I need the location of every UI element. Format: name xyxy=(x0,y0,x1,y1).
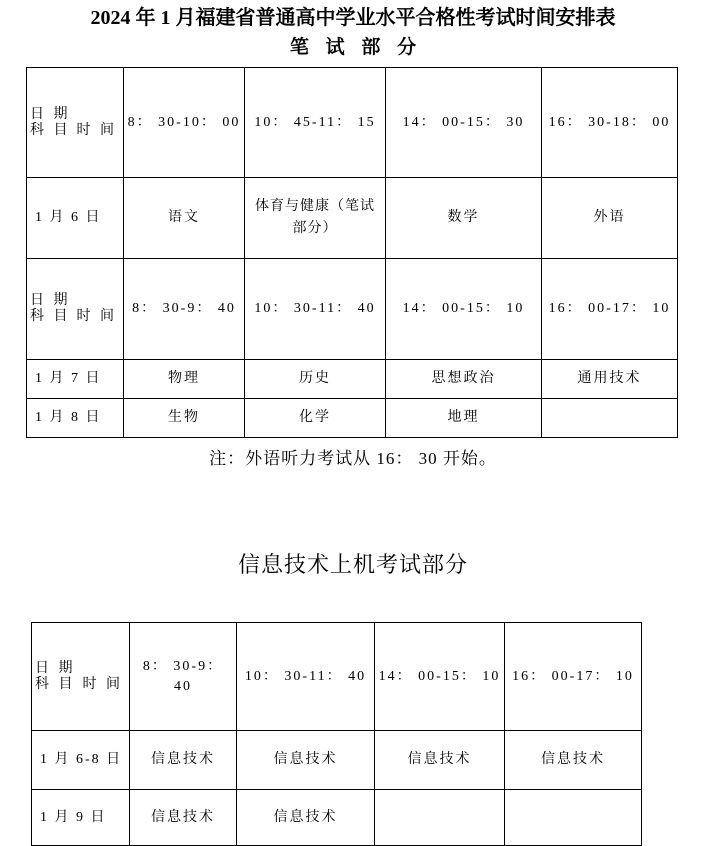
table-row xyxy=(32,731,642,790)
date-cell: 1 月 6-8 日 xyxy=(32,731,130,790)
corner-label-time: 时 间 xyxy=(76,309,117,324)
subject-cell: 化学 xyxy=(245,399,386,438)
date-cell: 1 月 9 日 xyxy=(32,790,130,846)
corner-header-cell-two xyxy=(27,259,124,360)
it-exam-table xyxy=(31,622,642,846)
corner-label-subject: 科 目 xyxy=(30,122,71,138)
subject-cell: 外语 xyxy=(542,178,678,259)
corner-label-date: 日 期 xyxy=(30,106,71,122)
corner-label-date: 日 期 xyxy=(35,660,76,676)
time-slot-cell: 10： 30-11： 40 xyxy=(237,623,375,731)
corner-label-time: 时 间 xyxy=(82,676,123,692)
time-slot-cell: 14： 00-15： 10 xyxy=(375,623,505,731)
time-slot-cell: 10： 45-11： 15 xyxy=(245,68,386,178)
note-text: 注：外语听力考试从 16： 30 开始。 xyxy=(209,449,497,468)
table-row xyxy=(27,68,678,178)
subject-cell: 地理 xyxy=(386,399,542,438)
subject-cell: 语文 xyxy=(124,178,245,259)
time-slot-cell: 16： 00-17： 10 xyxy=(505,623,642,731)
page-subtitle: 笔 试 部 分 xyxy=(289,37,423,58)
corner-header-cell-one xyxy=(27,68,124,178)
subject-cell: 思想政治 xyxy=(386,360,542,399)
subject-cell-empty xyxy=(505,790,642,846)
table-row xyxy=(27,360,678,399)
time-slot-cell: 8： 30-10： 00 xyxy=(124,68,245,178)
table-row xyxy=(32,790,642,846)
subject-cell-empty xyxy=(375,790,505,846)
time-slot-cell: 16： 00-17： 10 xyxy=(542,259,678,360)
subject-cell: 信息技术 xyxy=(130,790,237,846)
subject-cell: 数学 xyxy=(386,178,542,259)
corner-label-time: 时 间 xyxy=(76,122,117,138)
date-cell: 1 月 7 日 xyxy=(27,360,124,399)
subject-cell: 信息技术 xyxy=(237,731,375,790)
table-row xyxy=(27,259,678,360)
date-cell: 1 月 6 日 xyxy=(27,178,124,259)
table-row xyxy=(27,399,678,438)
subject-cell: 信息技术 xyxy=(505,731,642,790)
table-row xyxy=(27,178,678,259)
subject-cell: 体育与健康（笔试部分） xyxy=(245,178,386,259)
corner-label-subject: 科 目 xyxy=(30,309,71,324)
time-slot-cell: 16： 30-18： 00 xyxy=(542,68,678,178)
subject-cell: 生物 xyxy=(124,399,245,438)
date-cell: 1 月 8 日 xyxy=(27,399,124,438)
time-slot-cell: 8： 30-9： 40 xyxy=(130,623,237,731)
corner-header-cell-it xyxy=(32,623,130,731)
subject-cell: 信息技术 xyxy=(375,731,505,790)
written-exam-table xyxy=(26,67,678,438)
time-slot-cell: 8： 30-9： 40 xyxy=(124,259,245,360)
page-title: 2024 年 1 月福建省普通高中学业水平合格性考试时间安排表 xyxy=(90,7,616,29)
subject-cell-empty xyxy=(542,399,678,438)
subject-cell: 信息技术 xyxy=(130,731,237,790)
time-slot-cell: 10： 30-11： 40 xyxy=(245,259,386,360)
time-slot-cell: 14： 00-15： 10 xyxy=(386,259,542,360)
subject-cell: 历史 xyxy=(245,360,386,399)
corner-label-date: 日 期 xyxy=(30,293,71,308)
time-slot-cell: 14： 00-15： 30 xyxy=(386,68,542,178)
section-title-it-exam: 信息技术上机考试部分 xyxy=(237,552,468,577)
table-row xyxy=(32,623,642,731)
subject-cell: 物理 xyxy=(124,360,245,399)
corner-label-subject: 科 目 xyxy=(35,676,76,692)
subject-cell: 通用技术 xyxy=(542,360,678,399)
subject-cell: 信息技术 xyxy=(237,790,375,846)
